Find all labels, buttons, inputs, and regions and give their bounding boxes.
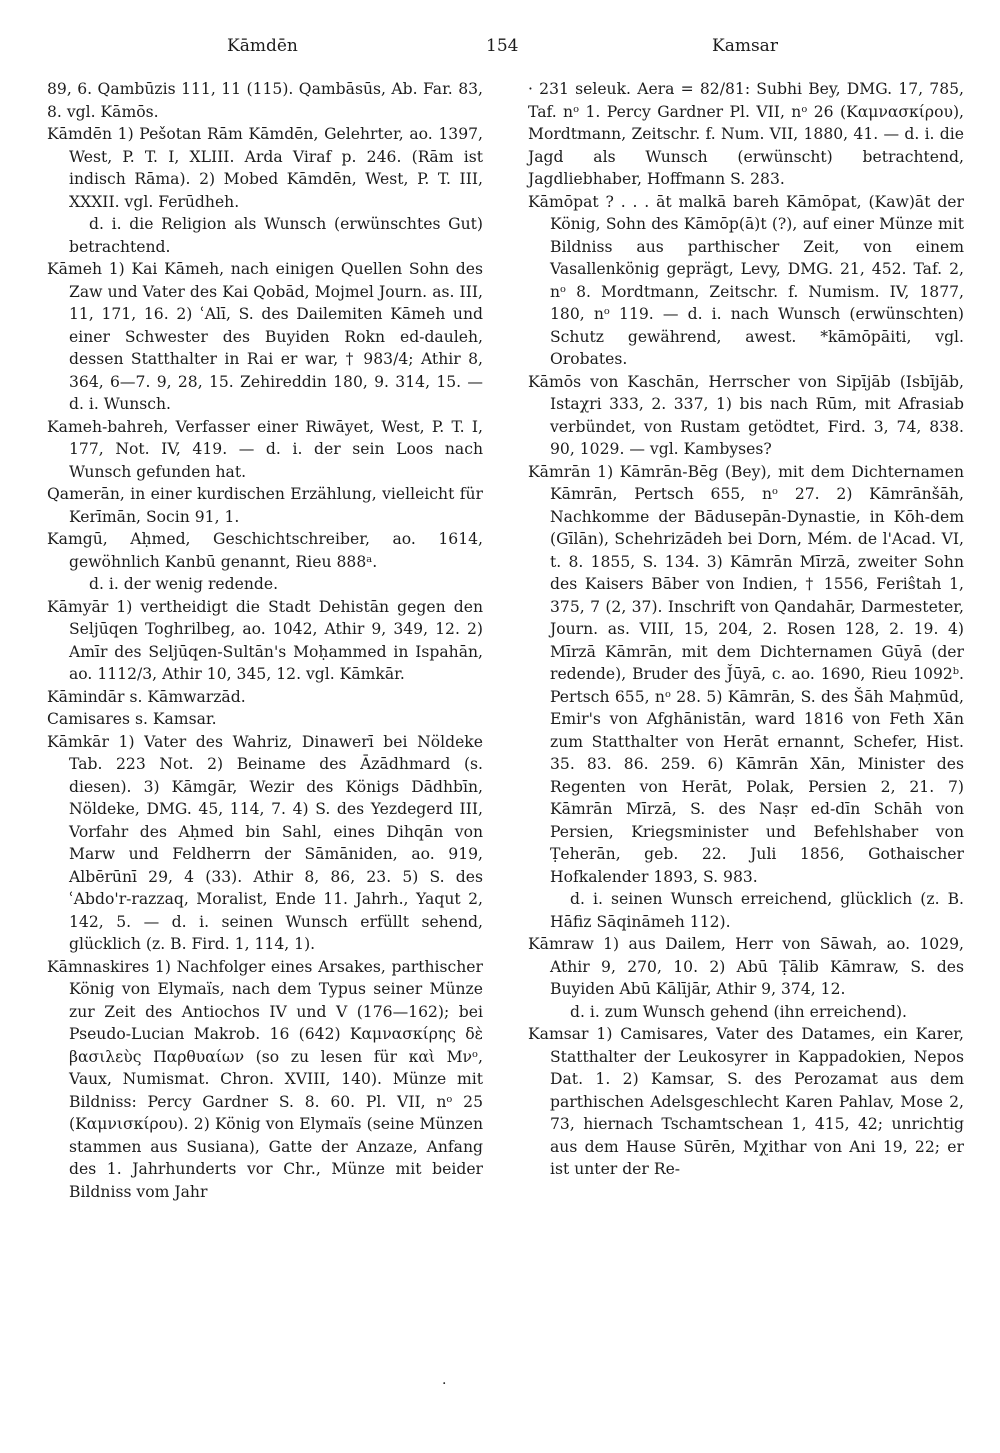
dictionary-entry: Kamsar 1) Camisares, Vater des Datames, ein Karer, Statthalter der Leukosyrer in Kappadokien, Nepos Dat. 1. 2) Kamsar, S. des Perozamat aus dem parthischen Adelsgeschlecht Karen Pahlav, Mose 2, 73, hiernach Tschamtschean 1, 415, 42; unrichtig aus dem Hause Sūrēn, Mχithar von Ani 19, 22; er ist unter der Re-: [528, 1025, 964, 1178]
dictionary-entry: Kāmraw 1) aus Dailem, Herr von Sāwah, ao. 1029, Athir 9, 270, 10. 2) Abū Ṭālib Kāmraw, S. des Buyiden Abū Kālījār, Athir 9, 374, 12.: [528, 935, 964, 998]
header-first-entry: Kāmdēn: [227, 36, 298, 56]
dictionary-entry: Kāmdēn 1) Pešotan Rām Kāmdēn, Gelehrter, ao. 1397, West, P. T. I, XLIII. Arda Viraf p. 246. (Rām ist indisch Rāma). 2) Mobed Kāmdēn, West, P. T. III, XXXII. vgl. Ferūdheh.: [47, 125, 483, 211]
dictionary-entry: Camisares s. Kamsar.: [47, 710, 217, 728]
dictionary-entry: Kāmkār 1) Vater des Wahriz, Dinawerī bei Nöldeke Tab. 223 Not. 2) Beiname des Āzādhmard (s. diesen). 3) Kāmgār, Wezir des Königs Dādhbīn, Nöldeke, DMG. 45, 114, 7. 4) S. des Yezdegerd III, Vorfahr des Aḥmed bin Sahl, eines Dihqān von Marw und Feldherrn der Sāmāniden, ao. 919, Albērūnī 29, 4 (33). Athir 8, 86, 23. 5) S. des ʿAbdo'r-razzaq, Moralist, Ende 11. Jahrh., Yaqut 2, 142, 5. — d. i. seinen Wunsch erfüllt sehend, glücklich (z. B. Fird. 1, 114, 1).: [47, 732, 483, 953]
dictionary-entry: Kāmeh 1) Kai Kāmeh, nach einigen Quellen Sohn des Zaw und Vater des Kai Qobād, Mojmel Journ. as. III, 11, 171, 16. 2) ʿAlī, S. des Dailemiten Kāmeh und einer Schwester des Buyiden Rokn ed-dauleh, dessen Statthalter in Rai er war, † 983/4; Athir 8, 364, 6—7. 9, 28, 15. Zehireddin 180, 9. 314, 15. — d. i. Wunsch.: [47, 260, 483, 413]
page-number: 154: [486, 36, 519, 56]
entry-continuation: · 231 seleuk. Aera = 82/81: Subhi Bey, DMG. 17, 785, Taf. nᵒ 1. Percy Gardner Pl. VII, nᵒ 26 (Καμνασκίρου), Mordtmann, Zeitschr. f. Num. VII, 1880, 41. — d. i. die Jagd als Wunsch (erwünscht) betrachtend, Jagdliebhaber, Hoffmann S. 283.: [528, 80, 964, 188]
running-header: [0, 36, 1000, 62]
dictionary-entry: Kāmōs von Kaschān, Herrscher von Sipījāb (Isbījāb, Istaχri 333, 2. 337, 1) bis nach Rūm, mit Afrasiab verbündet, von Rustam getödtet, Fird. 3, 74, 838. 90, 1029. — vgl. Kambyses?: [528, 372, 964, 458]
left-column: [47, 78, 483, 1203]
dictionary-entry: Kāmindār s. Kāmwarzād.: [47, 687, 246, 706]
dictionary-entry: Kāmnaskires 1) Nachfolger eines Arsakes, parthischer König von Elymaïs, nach dem Typus seiner Münze zur Zeit des Antiochos IV und V (176—162); bei Pseudo-Lucian Makrob. 16 (642) Καμνασκίρης δὲ βασιλεὺς Παρθυαίων (so zu lesen für καὶ Μνᵒ, Vaux, Numismat. Chron. XVIII, 140). Münze mit Bildniss: Percy Gardner S. 8. 60. Pl. VII, nᵒ 25 (Καμνισκίρου). 2) König von Elymaïs (seine Münzen stammen aus Susiana), Gatte der Anzaze, Anfang des 1. Jahrhunderts vor Chr., Münze mit beider Bildniss vom Jahr: [47, 957, 483, 1201]
dictionary-entry: Kāmyār 1) vertheidigt die Stadt Dehistān gegen den Seljūqen Toghrilbeg, ao. 1042, Athir 9, 349, 12. 2) Amīr des Seljūqen-Sultān's Moḥammed in Ispahān, ao. 1112/3, Athir 10, 345, 12. vgl. Kāmkār.: [47, 597, 483, 683]
dictionary-entry: Kāmrān 1) Kāmrān-Bēg (Bey), mit dem Dichternamen Kāmrān, Pertsch 655, nᵒ 27. 2) Kāmrānšāh, Nachkomme der Bādusepān-Dynastie, in Kōh-dem (Gīlān), Schehrizādeh bei Dorn, Mém. de l'Acad. VI, t. 8. 1855, S. 134. 3) Kāmrān Mīrzā, zweiter Sohn des Kaisers Bāber von Indien, † 1556, Feriŝtah 1, 375, 7 (2, 37). Inschrift von Qandahār, Darmesteter, Journ. as. VIII, 15, 204, 2. Rosen 128, 2. 19. 4) Mīrzā Kāmrān, mit dem Dichternamen Gūyā (der redende), Bruder des J̌ūyā, c. ao. 1690, Rieu 1092ᵇ. Pertsch 655, nᵒ 28. 5) Kāmrān, S. des Šāh Maḥmūd, Emir's von Afghānistān, ward 1816 von Feth Xān zum Statthalter von Herāt ernannt, Schefer, Hist. 35. 83. 86. 259. 6) Kāmrān Xān, Minister des Regenten von Herāt, Polak, Persien 2, 21. 7) Kāmrān Mīrzā, S. des Naṣr ed-dīn Schāh von Persien, Kriegsminister und Befehlshaber von Ṭeherān, geb. 22. Juli 1856, Gothaischer Hofkalender 1893, S. 983.: [528, 462, 964, 886]
entry-gloss: d. i. der wenig redende.: [89, 575, 279, 593]
dictionary-entry: Qamerān, in einer kurdischen Erzählung, vielleicht für Kerīmān, Socin 91, 1.: [47, 485, 483, 526]
dictionary-entry: Kamgū, Aḥmed, Geschichtschreiber, ao. 1614, gewöhnlich Kanbū genannt, Rieu 888ᵃ.: [47, 530, 483, 571]
dictionary-entry: Kameh-bahreh, Verfasser einer Riwāyet, West, P. T. I, 177, Not. IV, 419. — d. i. der sein Loos nach Wunsch gefunden hat.: [47, 417, 483, 481]
right-column: [528, 78, 964, 1181]
dictionary-entry: Kāmōpat ? . . . āt malkā bareh Kāmōpat, (Kaw)āt der König, Sohn des Kāmōp(ā)t (?), auf einer Münze mit Bildniss aus parthischer Zeit, von einem Vasallenkönig geprägt, Levy, DMG. 21, 452. Taf. 2, nᵒ 8. Mordtmann, Zeitschr. f. Numism. IV, 1877, 180, nᵒ 119. — d. i. nach Wunsch (erwünschten) Schutz gewährend, awest. *kāmōpāiti, vgl. Orobates.: [528, 192, 964, 368]
stray-mark: ·: [442, 1376, 447, 1392]
header-last-entry: Kamsar: [712, 36, 778, 56]
entry-gloss: d. i. seinen Wunsch erreichend, glücklich (z. B. Hāfiz Sāqināmeh 112).: [550, 890, 964, 931]
entry-gloss: d. i. die Religion als Wunsch (erwünschtes Gut) betrachtend.: [69, 215, 483, 256]
entry-continuation: 89, 6. Qambūzis 111, 11 (115). Qambāsūs, Ab. Far. 83, 8. vgl. Kāmōs.: [47, 80, 483, 121]
entry-gloss: d. i. zum Wunsch gehend (ihn erreichend).: [570, 1002, 908, 1021]
